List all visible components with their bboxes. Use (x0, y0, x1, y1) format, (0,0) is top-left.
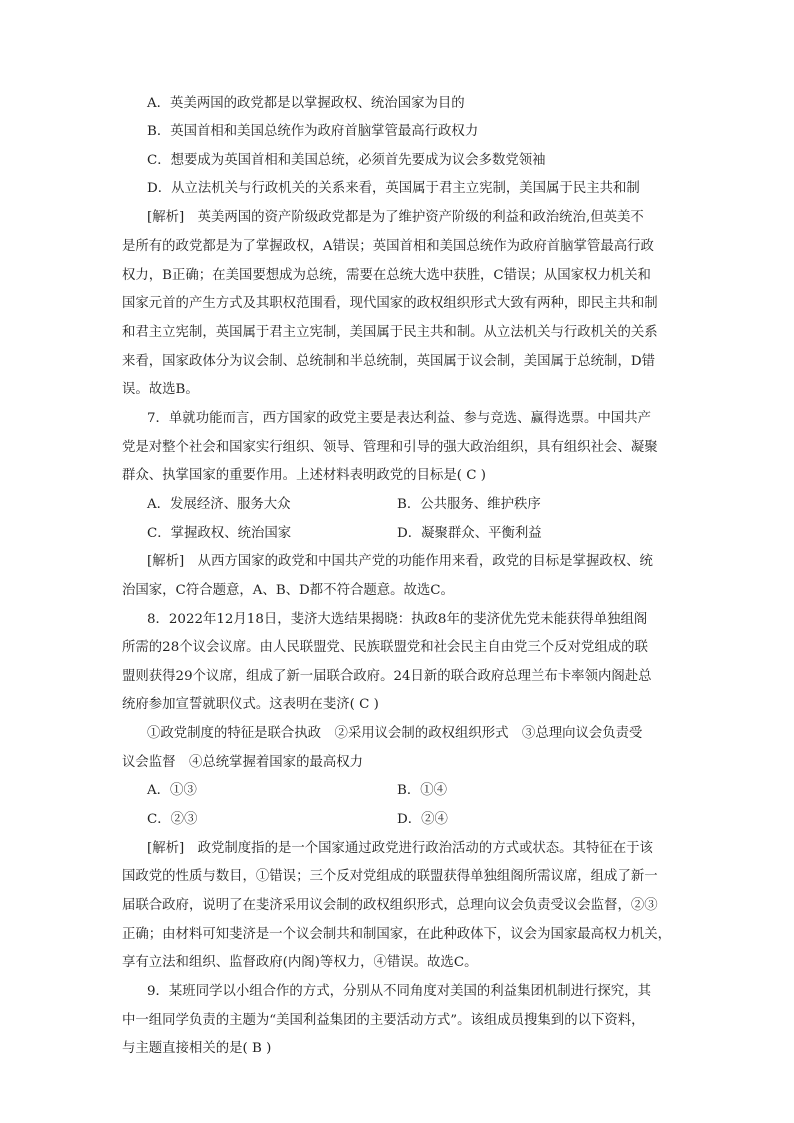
q8-stem-line: 所需的28个议会议席。由人民联盟党、民族联盟党和社会民主自由党三个反对党组成的联 (122, 640, 648, 655)
q8-option-d: D．②④ (397, 812, 448, 827)
q8-items-line: 议会监督 ④总统掌握着国家的最高权力 (122, 755, 364, 770)
q9-stem-line: 9．某班同学以小组合作的方式，分别从不同角度对美国的利益集团机制进行探究，其 (147, 984, 651, 999)
q7-option-d: D．凝聚群众、平衡利益 (397, 526, 542, 541)
q7-option-b: B．公共服务、维护秩序 (397, 497, 541, 512)
q7-stem-line: 7．单就功能而言，西方国家的政党主要是表达利益、参与竞选、赢得选票。中国共产 (147, 411, 651, 426)
q8-items-line: ①政党制度的特征是联合执政 ②采用议会制的政权组织形式 ③总理向议会负责受 (147, 726, 643, 741)
q6-analysis-line: 误。故选B。 (122, 382, 199, 397)
q8-stem-line: 盟则获得29个议席，组成了新一届联合政府。24日新的联合政府总理兰布卡率领内阁赴总 (122, 669, 652, 684)
q8-analysis-line: [解析] 政党制度指的是一个国家通过政党进行政治活动的方式或状态。其特征在于该 (147, 841, 653, 856)
q7-option-a: A．发展经济、服务大众 (147, 497, 291, 512)
q8-option-c: C．②③ (147, 812, 198, 827)
q6-analysis-line: [解析] 英美两国的资产阶级政党都是为了维护资产阶级的利益和政治统治,但英美不 (147, 210, 644, 225)
q8-option-b: B．①④ (397, 783, 448, 798)
q7-analysis-line: 治国家，C符合题意，A、B、D都不符合题意。故选C。 (122, 583, 454, 598)
q9-stem-line: 中一组同学负责的主题为“美国利益集团的主要活动方式”。该组成员搜集到的以下资料， (122, 1013, 645, 1028)
q8-stem-line: 统府参加宣誓就职仪式。这表明在斐济( C ) (122, 697, 379, 712)
q8-stem-line: 8．2022年12月18日，斐济大选结果揭晓：执政8年的斐济优先党未能获得单独组阁 (147, 612, 648, 627)
q8-analysis-line: 国政党的性质与数目，①错误；三个反对党组成的联盟获得单独组阁所需议席，组成了新一 (122, 869, 658, 884)
q6-option-b: B．英国首相和美国总统作为政府首脑掌管最高行政权力 (147, 124, 479, 139)
q6-analysis-line: 国家元首的产生方式及其职权范围看，现代国家的政权组织形式大致有两种，即民主共和制 (122, 296, 658, 311)
q9-stem-line: 与主题直接相关的是( B ) (122, 1041, 272, 1056)
q6-option-d: D．从立法机关与行政机关的关系来看，英国属于君主立宪制，美国属于民主共和制 (147, 181, 640, 196)
q7-stem-line: 群众、执掌国家的重要作用。上述材料表明政党的目标是( C ) (122, 468, 486, 483)
q6-option-a: A．英美两国的政党都是以掌握政权、统治国家为目的 (147, 96, 465, 111)
q8-option-a: A．①③ (147, 783, 197, 798)
q6-option-c: C．想要成为英国首相和美国总统，必须首先要成为议会多数党领袖 (147, 153, 546, 168)
q6-analysis-line: 是所有的政党都是为了掌握政权，A错误；英国首相和美国总统作为政府首脑掌管最高行政 (122, 239, 654, 254)
q8-analysis-line: 届联合政府，说明了在斐济采用议会制的政权组织形式，总理向议会负责受议会监督，②③ (122, 898, 658, 913)
q6-analysis-line: 来看，国家政体分为议会制、总统制和半总统制，英国属于议会制，美国属于总统制，D错 (122, 354, 655, 369)
q7-stem-line: 党是对整个社会和国家实行组织、领导、管理和引导的强大政治组织，具有组织社会、凝聚 (122, 440, 658, 455)
q6-analysis-line: 和君主立宪制，英国属于君主立宪制，美国属于民主共和制。从立法机关与行政机关的关系 (122, 325, 658, 340)
q7-option-c: C．掌握政权、统治国家 (147, 526, 292, 541)
q8-analysis-line: 享有立法和组织、监督政府(内阁)等权力，④错误。故选C。 (122, 955, 478, 970)
q6-analysis-line: 权力，B正确；在美国要想成为总统，需要在总统大选中获胜，C错误；从国家权力机关和 (122, 268, 651, 283)
q7-analysis-line: [解析] 从西方国家的政党和中国共产党的功能作用来看，政党的目标是掌握政权、统 (147, 554, 653, 569)
q8-analysis-line: 正确；由材料可知斐济是一个议会制共和制国家，在此种政体下，议会为国家最高权力机关， (122, 927, 672, 942)
